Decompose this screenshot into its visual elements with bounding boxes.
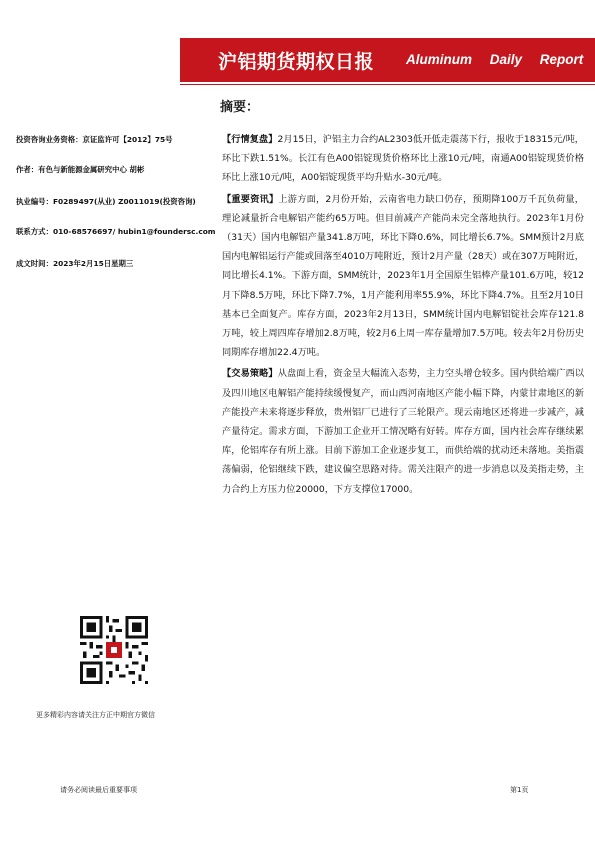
contact-line: 联系方式：010-68576697/ hubin1@foundersc.com — [16, 227, 216, 236]
date-line: 成文时间：2023年2月15日星期三 — [16, 259, 134, 268]
report-header-bar — [180, 38, 595, 82]
strategy-text: 从盘面上看，资金呈大幅流入态势，主力空头增仓较多。国内供给端广西以及四川地区电解铝产能持续缓慢复产，而山西河南地区产能小幅下降，内蒙甘肃地区的新产能投产未来将逐步释放，贵州铝厂已进行了三轮限产。现云南地区还将进一步减产，减产量待定。需求方面，下游加工企业开工情况略有好转。库存方面，国内社会库存继续累库，伦铝库存有所上涨。目前下游加工企业逐步复工，而供给端的扰动还未落地。美指震荡偏弱，伦铝继续下跌，建议偏空思路对待。需关注限产的进一步消息以及美指走势，主力合约上方压力位20000，下方支撑位17000。 — [222, 368, 585, 495]
qualification-line: 投资咨询业务资格：京证监许可【2012】75号 — [16, 135, 173, 144]
license-line: 执业编号：F0289497(从业) Z0011019(投资咨询) — [16, 197, 196, 206]
footer-disclaimer: 请务必阅读最后重要事项 — [60, 786, 137, 794]
strategy-tag: 【交易策略】 — [222, 368, 278, 380]
qr-caption: 更多精彩内容请关注方正中期官方微信 — [36, 711, 155, 719]
strategy-paragraph — [222, 364, 584, 498]
summary-body — [222, 130, 584, 501]
page-number: 第1页 — [510, 786, 529, 794]
key-news-tag: 【重要资讯】 — [222, 193, 279, 205]
market-review-tag: 【行情复盘】 — [222, 134, 278, 145]
author-line: 作者：有色与新能源金属研究中心 胡彬 — [16, 165, 145, 174]
summary-heading: 摘要： — [220, 100, 260, 115]
report-title-en: Aluminum Daily Report — [406, 52, 584, 67]
header-divider — [180, 84, 595, 85]
wechat-qr-code — [80, 616, 148, 684]
key-news-text: 上游方面，2月份开始，云南省电力缺口仍存，预期降100万千瓦负荷量，理论减量折合电解铝产能约65万吨。但目前减产产能尚未完全落地执行。2023年1月份（31天）国内电解铝产量341.8万吨，环比下降0.6%，同比增长6.7%。SMM预计2月底国内电解铝运行产能或回落至4010万吨附近，预计2月产量（28天）或在307万吨附近，同比增长4.1%。下游方面，SMM统计，2023年1月全国原生铝棒产量101.6万吨，较12月下降8.5万吨，环比下降7.7%，1月产能利用率55.9%，环比下降4.7%。且至2月10日基本已全面复产。库存方面，2023年2月13日，SMM统计国内电解铝锭社会库存121.8万吨，较上周四库存增加2.8万吨，较2月6上周一库存量增加7.5万吨。较去年2月份历史同期库存增加22.4万吨。 — [222, 193, 584, 359]
market-review-paragraph — [222, 130, 584, 188]
market-review-text: 2月15日，沪铝主力合约AL2303低开低走震荡下行，报收于18315元/吨，环比下跌1.51%。长江有色A00铝锭现货价格环比上涨10元/吨，南通A00铝锭现货价格环比上涨10元/吨，A00铝锭现货平均升贴水-30元/吨。 — [222, 134, 584, 184]
key-news-paragraph — [222, 190, 584, 363]
report-title-cn: 沪铝期货期权日报 — [218, 51, 375, 73]
